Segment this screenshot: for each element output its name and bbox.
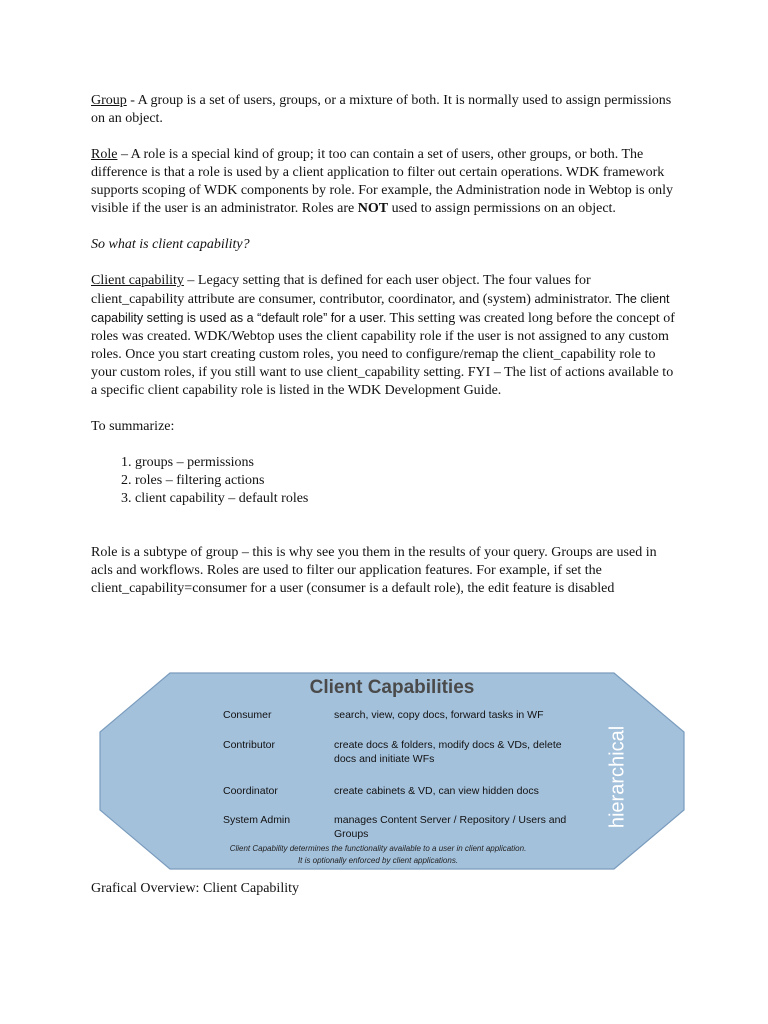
hierarchical-label <box>606 717 630 837</box>
capability-name-system-admin: System Admin <box>223 814 291 826</box>
summary-intro: To summarize: <box>91 419 175 434</box>
question-text: So what is client capability? <box>91 237 250 252</box>
role-text: – A role is a special kind of group; it too can contain a set of users, other groups, or both. The difference is that a role is used by a client application to filter out certain operations. WDK framework supports scoping of WDK components by role. For example, the Administration node in Webtop is only visible if the user is an administrator. Roles are <box>91 147 674 216</box>
capability-desc-consumer: search, view, copy docs, forward tasks in WF <box>334 709 544 721</box>
group-paragraph <box>91 92 681 128</box>
question <box>91 236 681 254</box>
capability-name-contributor: Contributor <box>223 739 275 751</box>
role-not-word: NOT <box>357 201 389 216</box>
summary-list <box>91 454 681 508</box>
capability-desc-system-admin: manages Content Server / Repository / Users and Groups <box>334 814 567 840</box>
summary-item: 1. groups – permissions <box>135 454 681 472</box>
figure-caption: Grafical Overview: Client Capability <box>91 881 299 896</box>
client-capabilities-diagram <box>98 672 686 870</box>
group-text: - A group is a set of users, groups, or a mixture of both. It is normally used to assign permissions on an object. <box>91 93 672 126</box>
role-paragraph <box>91 146 681 218</box>
capability-desc-contributor: create docs & folders, modify docs & VDs, delete docs and initiate WFs <box>334 739 562 765</box>
diagram-title: Client Capabilities <box>309 677 475 698</box>
capability-name-coordinator: Coordinator <box>223 785 278 797</box>
hierarchical-label-text: hierarchical <box>606 725 629 829</box>
subtype-paragraph: Role is a subtype of group – this is why see you them in the results of your query. Groups are used in acls and workflows. Roles are used to filter our application features. For example, if set the client_capability=consumer for a user (consumer is a default role), the edit feature is disabled <box>91 545 657 596</box>
client-capability-paragraph <box>91 272 681 400</box>
client-capability-term: Client capability <box>91 273 184 288</box>
role-text-end: used to assign permissions on an object. <box>388 201 616 216</box>
diagram-note: Client Capability determines the functionality available to a user in client application. It is optionally enforced by client applications. <box>229 844 527 865</box>
summary-item: 3. client capability – default roles <box>135 490 681 508</box>
group-term: Group <box>91 93 127 108</box>
client-capability-default-role-sentence: The client capability setting is used as a “default role” for a user. <box>91 292 670 325</box>
summary-item: 2. roles – filtering actions <box>135 472 681 490</box>
client-capability-text-2: This setting was created long before the concept of roles was created. WDK/Webtop uses the client capability role if the user is not assigned to any custom roles. Once you start creating custom roles, you need to configure/remap the client_capability role to your custom roles, if you still want to use client_capability setting. FYI – The list of actions available to a specific client capability role is listed in the WDK Development Guide. <box>91 311 675 398</box>
capability-name-consumer: Consumer <box>223 709 272 721</box>
client-capability-text-1: – Legacy setting that is defined for each user object. The four values for client_capability attribute are consumer, contributor, coordinator, and (system) administrator. <box>91 273 616 307</box>
role-term: Role <box>91 147 118 162</box>
document-body <box>91 92 681 598</box>
capability-desc-coordinator: create cabinets & VD, can view hidden docs <box>334 785 539 797</box>
